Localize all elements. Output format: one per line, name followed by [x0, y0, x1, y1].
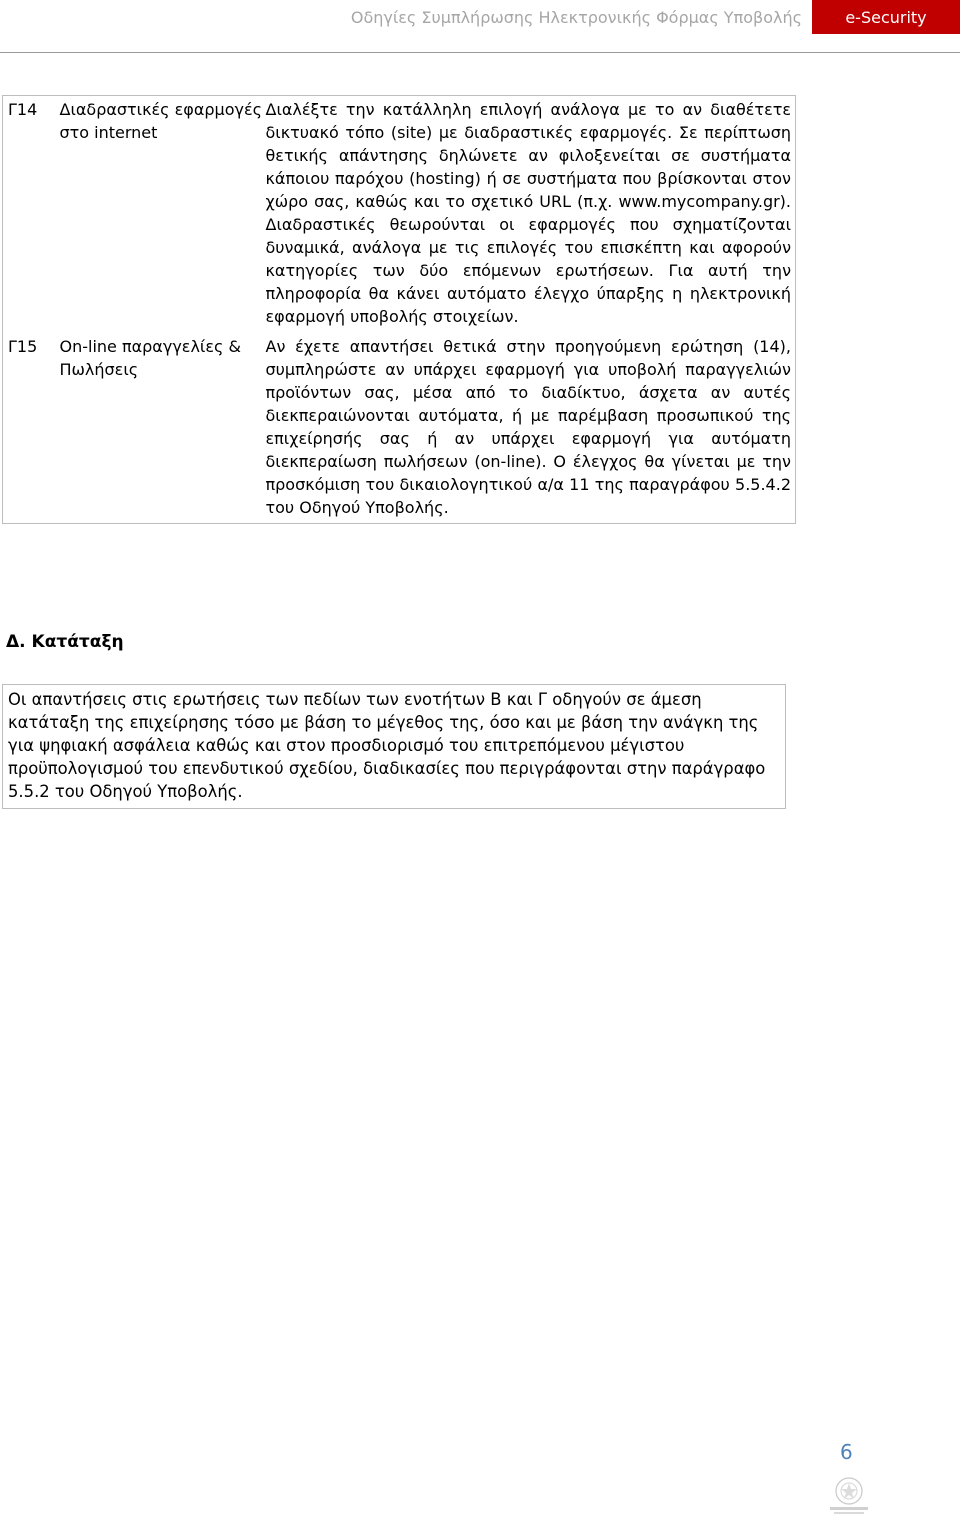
table-row — [3, 332, 796, 524]
page-number: 6 — [840, 1440, 853, 1464]
row-label: On-line παραγγελίες & Πωλήσεις — [59, 337, 241, 379]
row-description: Διαλέξτε την κατάλληλη επιλογή ανάλογα με το αν διαθέτετε δικτυακό τόπο (site) με διαδραστικές εφαρμογές. Σε περίπτωση θετικής απάντησης δηλώνετε αν φιλοξενείται σε συστήματα κάποιου παρόχου (hosting) ή σε συστήματα που βρίσκονται στον χώρο σας, καθώς και το σχετικό URL (π.χ. www.mycompany.gr). Διαδραστικές θεωρούνται οι εφαρμογές που σχηματίζονται δυναμικά, ανάλογα με τις επιλογές του επισκέπτη και αφορούν κατηγορίες των δύο επόμενων ερωτήσεων. Για αυτή την πληροφορία θα κάνει αυτόματο έλεγχο ύπαρξης η ηλεκτρονική εφαρμογή υποβολής στοιχείων. — [265, 100, 791, 326]
header-divider — [0, 52, 960, 53]
header-brand: e-Security — [812, 0, 960, 34]
row-description: Αν έχετε απαντήσει θετικά στην προηγούμενη ερώτηση (14), συμπληρώστε αν υπάρχει εφαρμογή για υποβολή παραγγελιών προϊόντων σας, μέσα από το διαδίκτυο, άσχετα αν αυτές διεκπεραιώνονται αυτόματα, ή με παρέμβαση προσωπικού της επιχείρησής σας ή αν υπάρχει εφαρμογή για αυτόματη διεκπεραίωση πωλήσεων (on-line). Ο έλεγχος θα γίνεται με την προσκόμιση του δικαιολογητικού α/α 11 της παραγράφου 5.5.4.2 του Οδηγού Υποβολής. — [265, 337, 791, 517]
row-code: Γ15 — [8, 337, 38, 356]
row-label: Διαδραστικές εφαρμογές στο internet — [59, 100, 263, 142]
section-body: Οι απαντήσεις στις ερωτήσεις των πεδίων των ενοτήτων Β και Γ οδηγούν σε άμεση κατάταξη της επιχείρησης τόσο με βάση το μέγεθος της, όσο και με βάση την ανάγκη της για ψηφιακή ασφάλεια καθώς και στον προσδιορισμό του επιτρεπόμενου μέγιστου προϋπολογισμού του επενδυτικού σχεδίου, διαδικασίες που περιγράφονται στην παράγραφο 5.5.2 του Οδηγού Υποβολής. — [2, 684, 786, 809]
page-header — [0, 0, 960, 34]
questions-table — [2, 95, 796, 524]
section-title: Δ. Κατάταξη — [6, 632, 124, 652]
ministry-seal-icon — [826, 1474, 872, 1518]
row-code: Γ14 — [8, 100, 38, 119]
header-title: Οδηγίες Συμπλήρωσης Ηλεκτρονικής Φόρμας Υποβολής — [350, 7, 802, 27]
table-row — [3, 96, 796, 333]
